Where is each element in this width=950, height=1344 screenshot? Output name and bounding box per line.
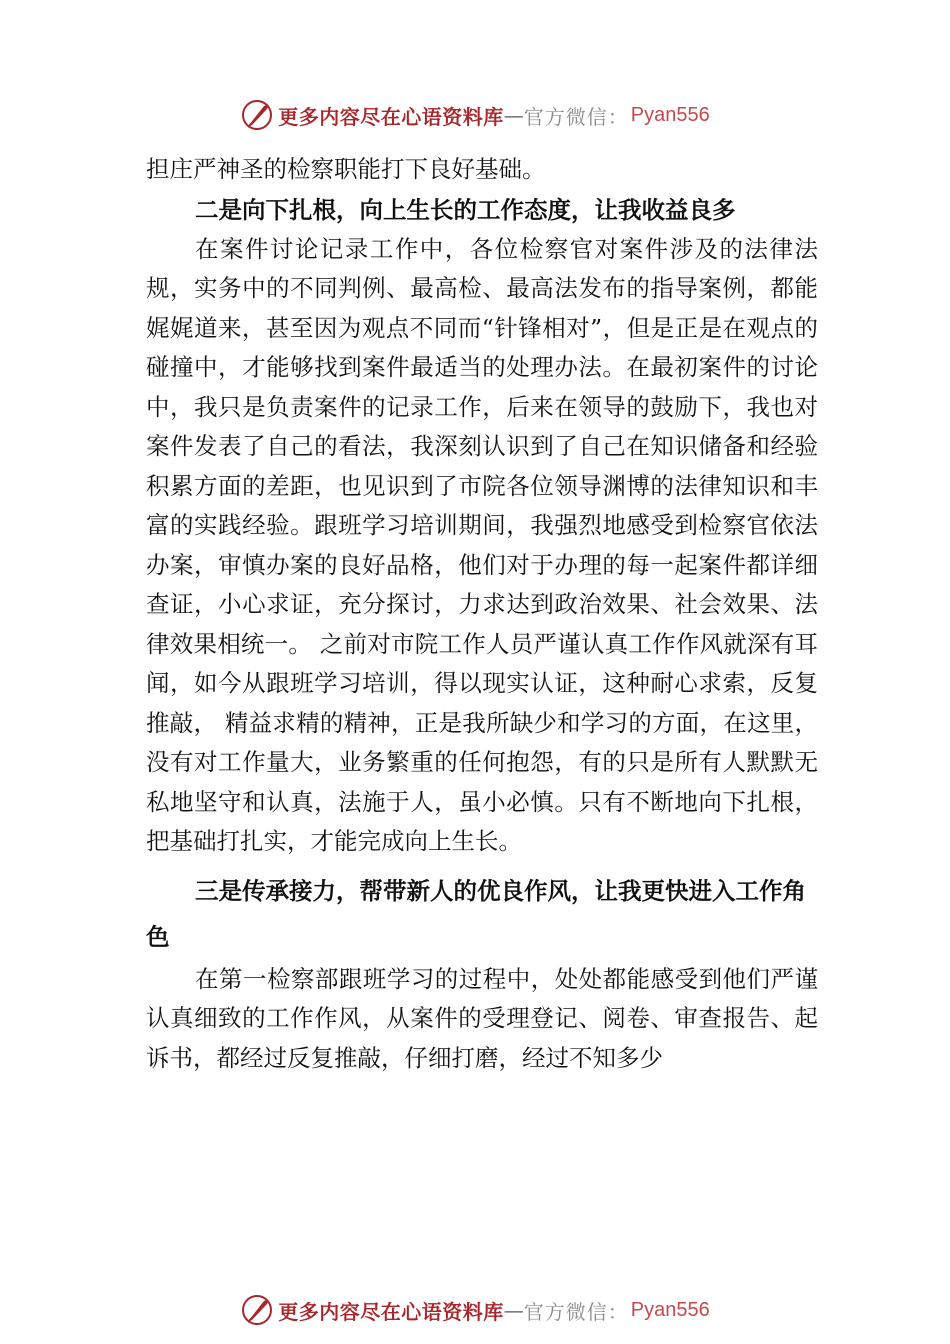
section-paragraph-2: 在案件讨论记录工作中，各位检察官对案件涉及的法律法规，实务中的不同判例、最高检、最高法发布的指导案例，都能娓娓道来，甚至因为观点不同而“针锋相对”，但是正是在观点的碰撞中，才能够找到案件最适当的处理办法。在最初案件的讨论中，我只是负责案件的记录工作，后来在领导的鼓励下，我也对案件发表了自己的看法，我深刻认识到了自己在知识储备和经验积累方面的差距，也见识到了市院各位领导渊博的法律知识和丰富的实践经验。跟班学习培训期间，我强烈地感受到检察官依法办案，审慎办案的良好品格，他们对于办理的每一起案件都详细查证，小心求证，充分探讨，力求达到政治效果、社会效果、法律效果相统一。 之前对市院工作人员严谨认真工作作风就深有耳闻，如今从跟班学习培训，得以现实认证，这种耐心求索，反复推敲， 精益求精的精神，正是我所缺少和学习的方面，在这里，没有对工作量大，业务繁重的任何抱怨，有的只是所有人默默无私地坚守和认真，法施于人，虽小必慎。只有不断地向下扎根，把基础打扎实，才能完成向上生长。 — [146, 234, 818, 855]
banner-wechat-id: Pyan556 — [630, 103, 710, 126]
quill-pen-logo-icon — [240, 1293, 274, 1327]
footer-wechat-label: 官方微信： — [523, 1299, 629, 1324]
section-heading-3: 三是传承接力，帮带新人的优良作风，让我更快进入工作角色 — [146, 876, 806, 951]
footer-site-text: 更多内容尽在心语资料库 — [278, 1299, 504, 1324]
banner-separator: — — [503, 103, 524, 127]
banner-site-text: 更多内容尽在心语资料库 — [278, 104, 504, 129]
header-banner — [0, 95, 950, 135]
quill-pen-logo-icon — [240, 98, 274, 132]
footer-separator: — — [503, 1298, 524, 1322]
footer-banner — [0, 1290, 950, 1330]
banner-wechat-label: 官方微信： — [523, 104, 629, 129]
footer-wechat-id: Pyan556 — [630, 1298, 710, 1321]
intro-line: 担庄严神圣的检察职能打下良好基础。 — [146, 155, 546, 183]
section-paragraph-3: 在第一检察部跟班学习的过程中，处处都能感受到他们严谨认真细致的工作作风，从案件的受理登记、阅卷、审查报告、起诉书，都经过反复推敲，仔细打磨，经过不知多少 — [146, 964, 818, 1072]
document-body — [146, 150, 818, 1078]
section-heading-2: 二是向下扎根，向上生长的工作态度，让我收益良多 — [195, 195, 736, 224]
